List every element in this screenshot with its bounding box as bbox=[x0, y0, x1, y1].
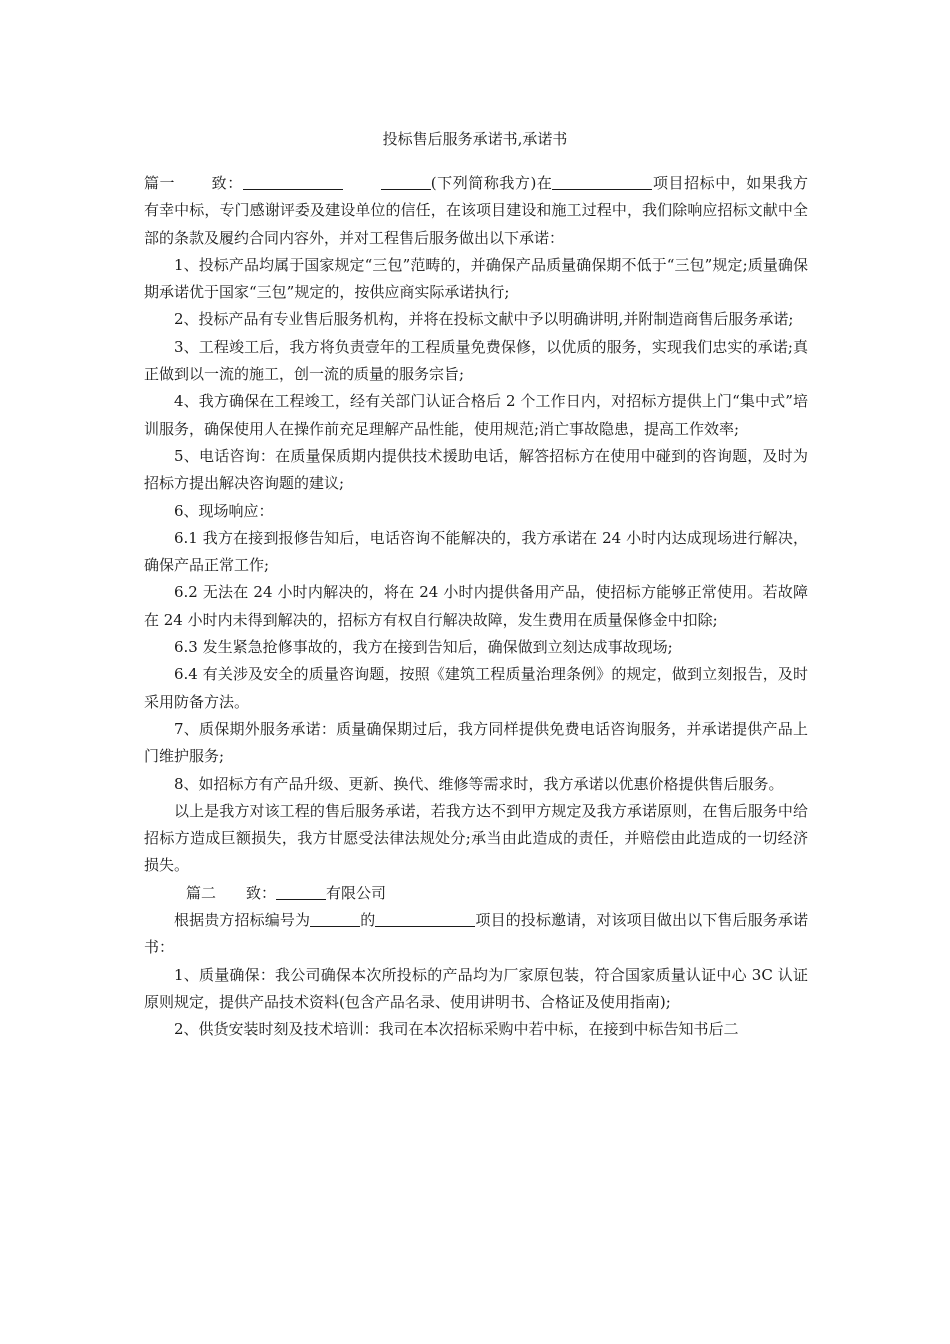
document-title: 投标售后服务承诺书,承诺书 bbox=[382, 130, 568, 148]
part2-label: 篇二 bbox=[186, 883, 217, 902]
part2-salutation: 致： bbox=[246, 883, 277, 902]
part1-item: 2、投标产品有专业售后服务机构，并将在投标文献中予以明确讲明,并附制造商售后服务承诺; bbox=[174, 310, 794, 329]
part2-company-suffix: 有限公司 bbox=[326, 883, 387, 902]
part2-intro-paragraph bbox=[144, 907, 808, 962]
tender-number-blank bbox=[310, 910, 360, 927]
part2-item: 1、质量确保：我公司确保本次所投标的产品均为厂家原包装，符合国家质量认证中心 3C 认证原则规定，提供产品技术资料(包含产品名录、使用讲明书、合格证及使用指南); bbox=[144, 965, 808, 1011]
document-body bbox=[144, 170, 808, 1044]
part1-label: 篇一 bbox=[144, 174, 176, 192]
part1-intro-text-a: (下列简称我方)在 bbox=[430, 174, 553, 192]
part2-salutation-line bbox=[144, 880, 808, 907]
part1-item: 6.4 有关涉及安全的质量咨询题，按照《建筑工程质量治理条例》的规定，做到立刻报告，及时采用防备方法。 bbox=[144, 665, 808, 711]
bidder-blank bbox=[381, 173, 431, 190]
company-blank bbox=[276, 883, 326, 900]
part2-intro-c: 项目的投标邀请，对该项目做出以下售后服务承诺书： bbox=[144, 911, 808, 957]
part1-item: 1、投标产品均属于国家规定“三包”范畴的，并确保产品质量确保期不低于“三包”规定;质量确保期承诺优于国家“三包”规定的，按供应商实际承诺执行; bbox=[144, 255, 808, 302]
project-name-blank bbox=[375, 910, 475, 927]
part1-salutation: 致： bbox=[211, 174, 243, 192]
part1-item: 6.2 无法在 24 小时内解决的，将在 24 小时内提供备用产品，使招标方能够正常使用。若故障在 24 小时内未得到解决的，招标方有权自行解决故障，发生费用在质量保修金中扣除; bbox=[144, 583, 808, 629]
part1-intro-text-b: 项目招标中，如果我方有幸中标，专门感谢评委及建设单位的信任，在该项目建设和施工过程中，我们除响应招标文献中全部的条款及履约合同内容外，并对工程售后服务做出以下承诺： bbox=[144, 174, 808, 247]
part2-item: 2、供货安装时刻及技术培训：我司在本次招标采购中若中标，在接到中标告知书后二 bbox=[174, 1020, 739, 1039]
part1-item: 8、如招标方有产品升级、更新、换代、维修等需求时，我方承诺以优惠价格提供售后服务。 bbox=[174, 774, 784, 793]
part1-item: 4、我方确保在工程竣工，经有关部门认证合格后 2 个工作日内，对招标方提供上门“集中式”培训服务，确保使用人在操作前充足理解产品性能，使用规范;消亡事故隐患，提高工作效率; bbox=[144, 392, 808, 438]
part1-item: 5、电话咨询：在质量保质期内提供技术援助电话，解答招标方在使用中碰到的咨询题，及时为招标方提出解决咨询题的建议; bbox=[144, 446, 808, 493]
part2-intro-b: 的 bbox=[360, 911, 376, 930]
part1-item: 6.3 发生紧急抢修事故的，我方在接到告知后，确保做到立刻达成事故现场; bbox=[174, 638, 673, 657]
part1-intro-paragraph bbox=[144, 170, 808, 252]
recipient-blank bbox=[243, 173, 343, 190]
project-blank bbox=[552, 173, 652, 190]
part2-intro-a: 根据贵方招标编号为 bbox=[174, 911, 311, 930]
part1-closing-paragraph: 以上是我方对该工程的售后服务承诺，若我方达不到甲方规定及我方承诺原则，在售后服务中给招标方造成巨额损失，我方甘愿受法律法规处分;承当由此造成的责任，并赔偿由此造成的一切经济损失。 bbox=[144, 801, 808, 875]
part1-item: 6、现场响应： bbox=[174, 501, 274, 520]
part1-item: 7、质保期外服务承诺：质量确保期过后，我方同样提供免费电话咨询服务，并承诺提供产品上门维护服务; bbox=[144, 719, 808, 766]
part1-item: 6.1 我方在接到报修告知后，电话咨询不能解决的，我方承诺在 24 小时内达成现场进行解决，确保产品正常工作; bbox=[144, 528, 808, 575]
part1-item: 3、工程竣工后，我方将负责壹年的工程质量免费保修，以优质的服务，实现我们忠实的承诺;真正做到以一流的施工，创一流的质量的服务宗旨; bbox=[144, 337, 808, 384]
